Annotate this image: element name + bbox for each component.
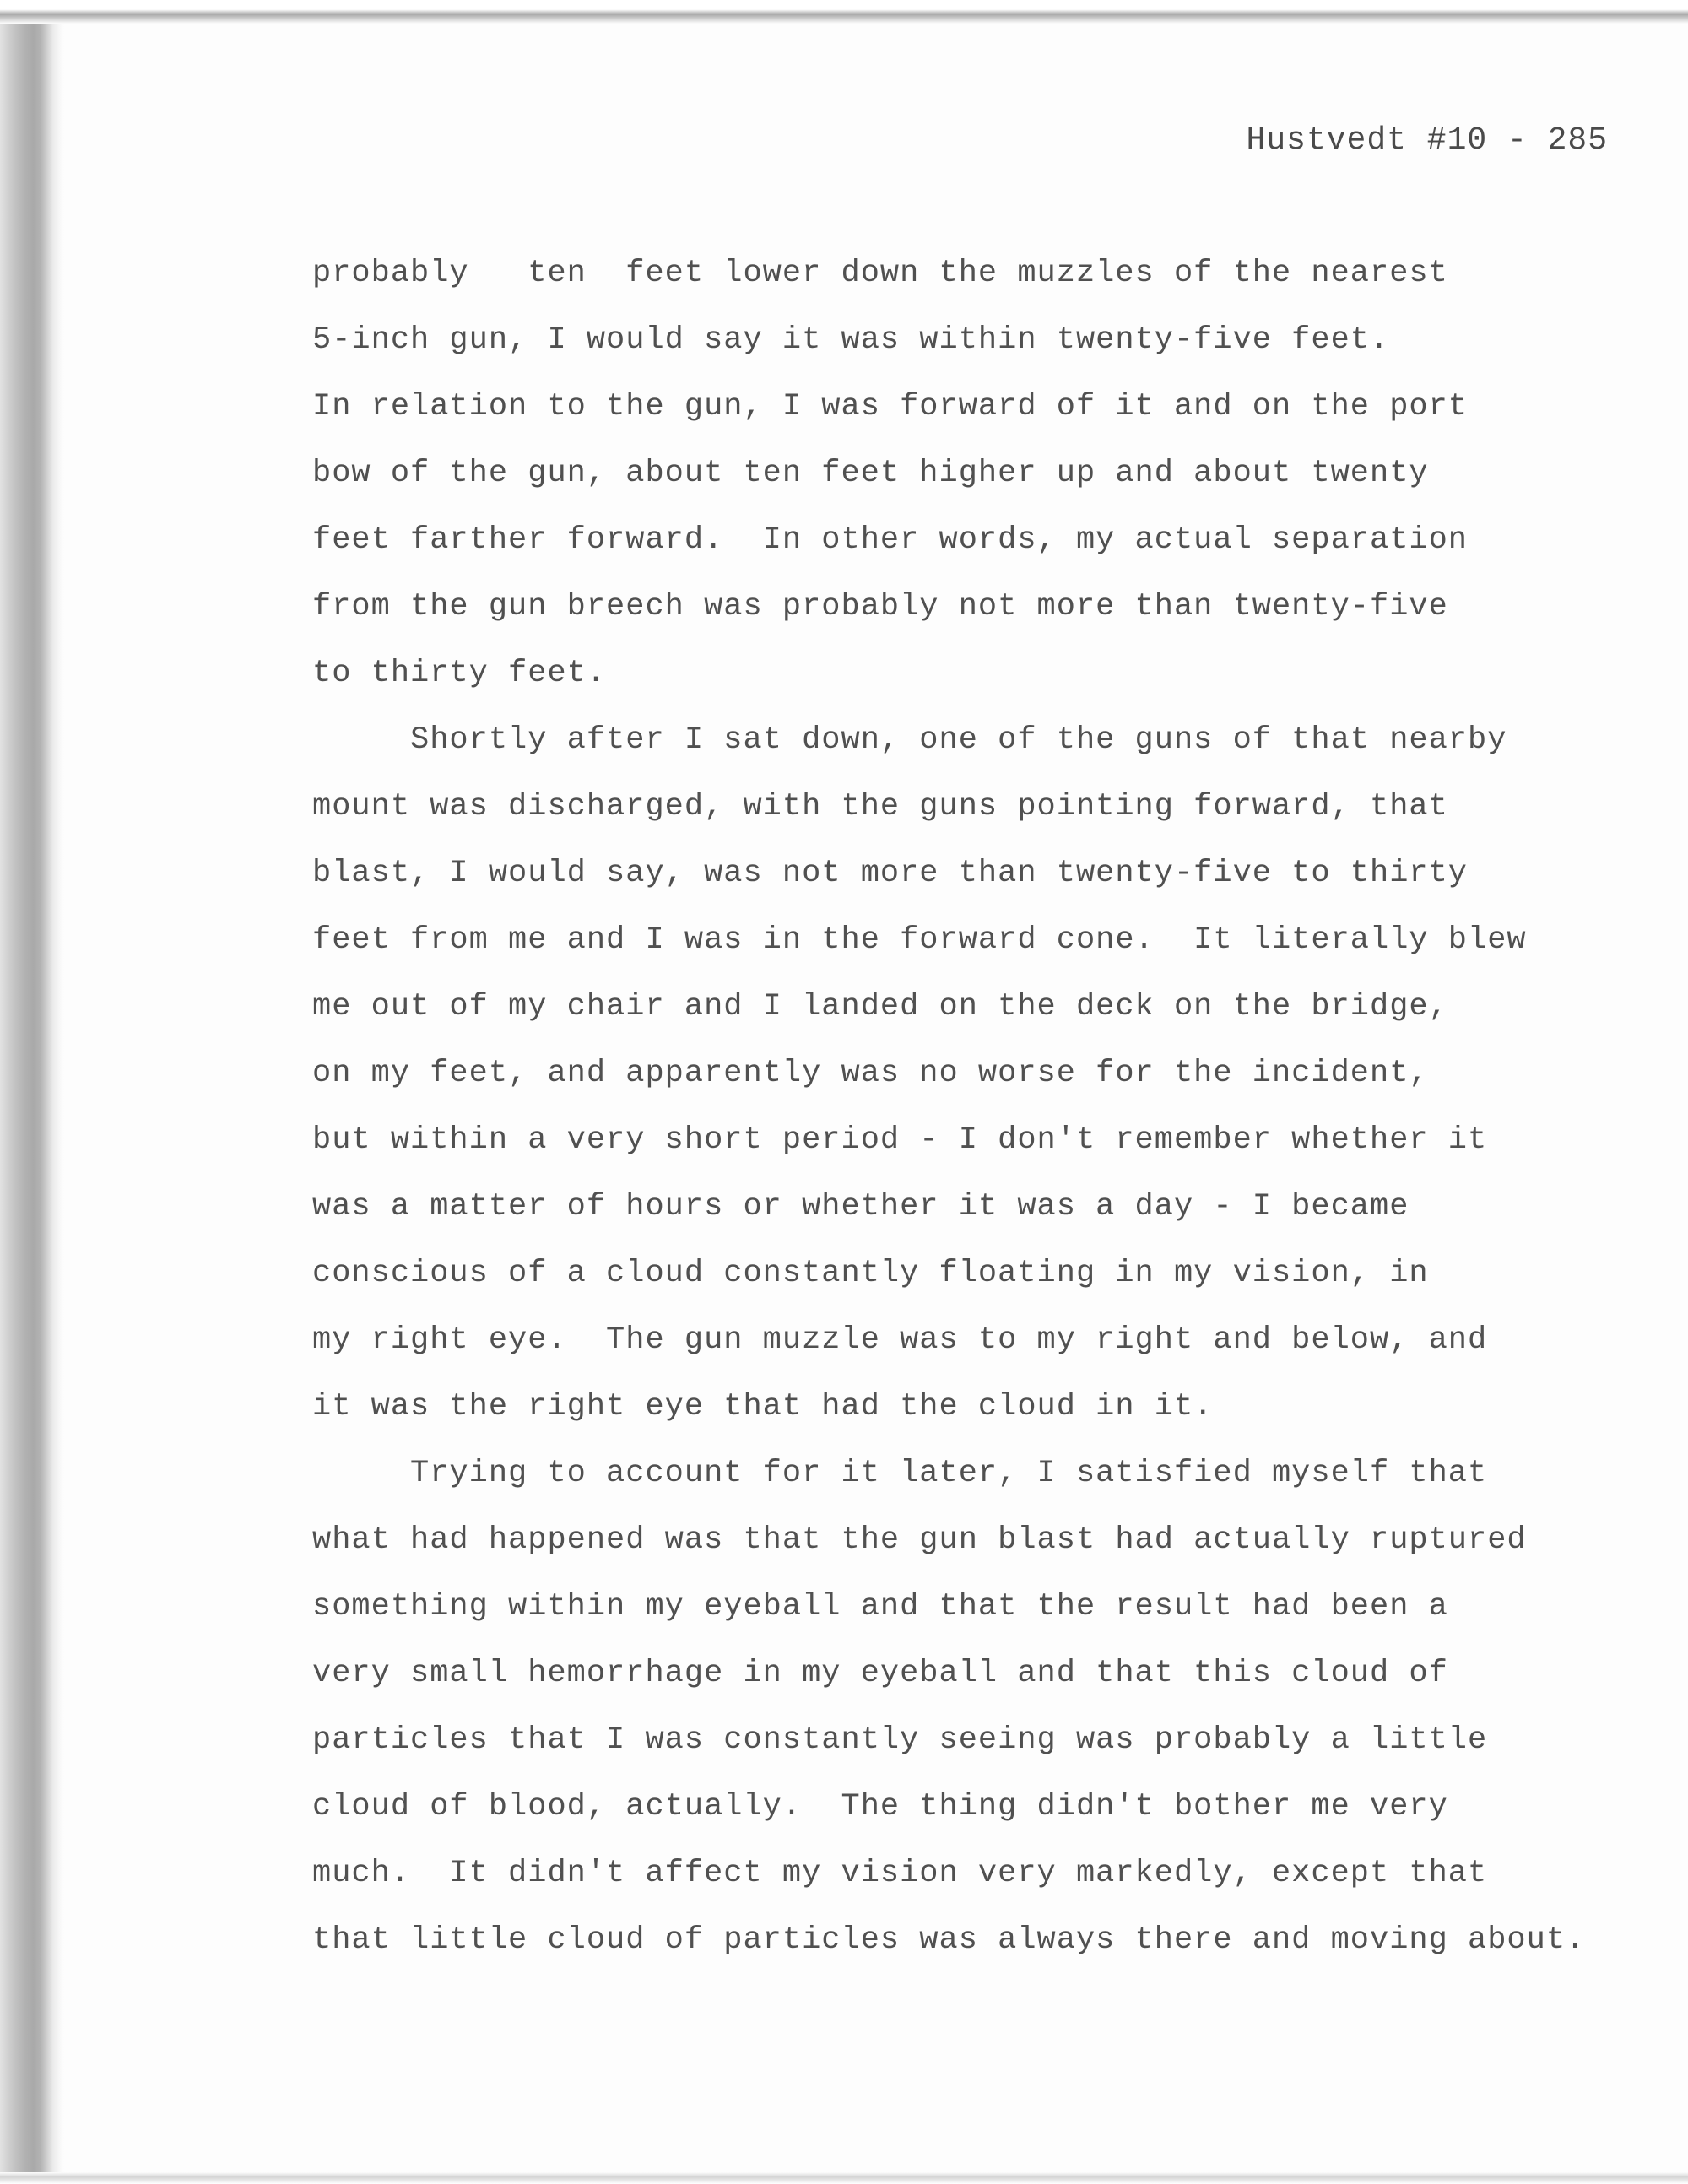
text-line: to thirty feet. bbox=[312, 656, 607, 691]
text-line: that little cloud of particles was always there and moving about. bbox=[312, 1922, 1586, 1958]
text-line: my right eye. The gun muzzle was to my right and below, and bbox=[312, 1322, 1488, 1358]
text-line: Shortly after I sat down, one of the guns of that nearby bbox=[312, 722, 1507, 758]
text-line: Trying to account for it later, I satisfied myself that bbox=[312, 1456, 1488, 1491]
text-line: but within a very short period - I don't remember whether it bbox=[312, 1122, 1488, 1158]
text-line: very small hemorrhage in my eyeball and that this cloud of bbox=[312, 1656, 1448, 1691]
text-line: probably ten feet lower down the muzzles of the nearest bbox=[312, 256, 1448, 291]
text-line: conscious of a cloud constantly floating in my vision, in bbox=[312, 1256, 1429, 1291]
text-line: what had happened was that the gun blast had actually ruptured bbox=[312, 1522, 1527, 1558]
text-line: mount was discharged, with the guns pointing forward, that bbox=[312, 789, 1448, 824]
page-top-edge bbox=[0, 0, 1688, 24]
text-line: was a matter of hours or whether it was a day - I became bbox=[312, 1189, 1409, 1224]
page-bottom-edge bbox=[0, 2172, 1688, 2184]
transcript-body bbox=[312, 241, 1629, 1974]
text-line: In relation to the gun, I was forward of it and on the port bbox=[312, 389, 1469, 424]
text-line: bow of the gun, about ten feet higher up and about twenty bbox=[312, 456, 1429, 491]
text-line: feet farther forward. In other words, my actual separation bbox=[312, 522, 1469, 558]
text-line: blast, I would say, was not more than twenty-five to thirty bbox=[312, 856, 1469, 891]
text-line: 5-inch gun, I would say it was within twenty-five feet. bbox=[312, 322, 1390, 358]
text-line: me out of my chair and I landed on the deck on the bridge, bbox=[312, 989, 1448, 1024]
text-line: particles that I was constantly seeing was probably a little bbox=[312, 1722, 1488, 1758]
text-line: much. It didn't affect my vision very markedly, except that bbox=[312, 1856, 1488, 1891]
text-line: from the gun breech was probably not more than twenty-five bbox=[312, 589, 1448, 624]
running-head: Hustvedt #10 - 285 bbox=[1246, 122, 1608, 159]
text-line: it was the right eye that had the cloud in it. bbox=[312, 1389, 1214, 1424]
binding-shadow bbox=[0, 0, 279, 2184]
text-line: on my feet, and apparently was no worse for the incident, bbox=[312, 1056, 1429, 1091]
text-line: feet from me and I was in the forward cone. It literally blew bbox=[312, 922, 1527, 958]
text-line: something within my eyeball and that the result had been a bbox=[312, 1589, 1448, 1624]
text-line: cloud of blood, actually. The thing didn't bother me very bbox=[312, 1789, 1448, 1825]
